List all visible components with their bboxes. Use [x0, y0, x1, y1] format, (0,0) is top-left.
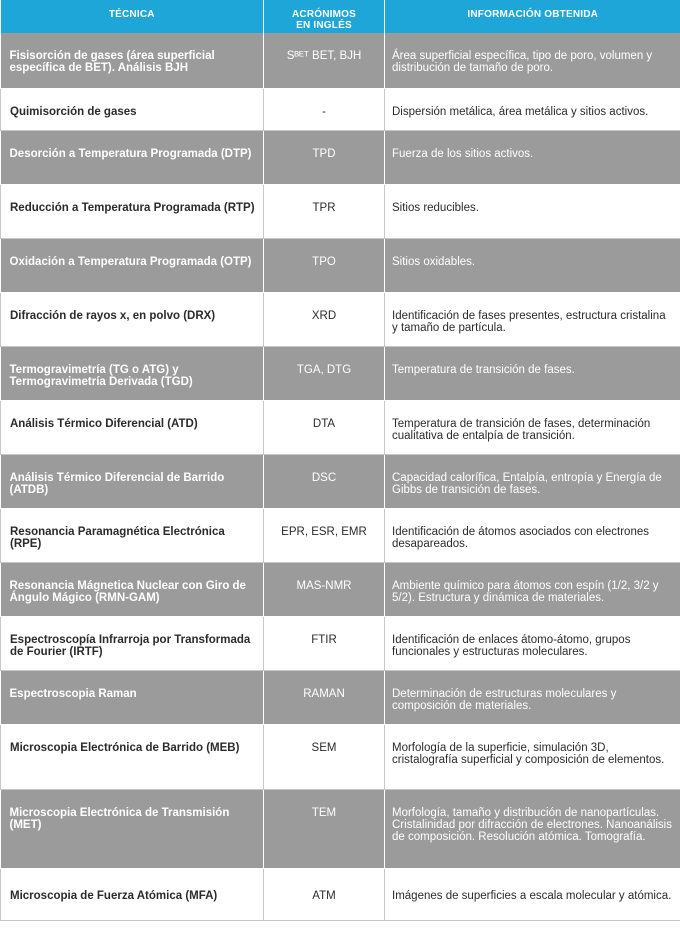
table-row — [1, 789, 680, 868]
technique-text: Oxidación a Temperatura Programada (OTP) — [9, 255, 252, 268]
technique-text: Fisisorción de gases (área superficial específica de BET). Análisis BJH — [9, 50, 215, 74]
info-text: Morfología de la superficie, simulación 3D, cristalografía superficial y composición de elementos. — [392, 741, 665, 766]
table-row — [1, 400, 680, 454]
technique-cell — [1, 724, 264, 789]
acronym-text: Sᴮᴱᵀ BET, BJH — [286, 50, 362, 62]
acronym-text: TPR — [312, 201, 336, 214]
acronym-cell — [264, 346, 385, 400]
technique-cell — [1, 670, 264, 724]
technique-cell — [1, 868, 264, 920]
table-row — [1, 346, 680, 400]
info-cell — [385, 238, 680, 292]
acronym-cell — [264, 670, 385, 724]
info-cell — [385, 130, 680, 184]
table-row — [1, 184, 680, 238]
acronym-text: ATM — [312, 889, 336, 902]
info-text: Identificación de átomos asociados con electrones desapareados. — [392, 525, 649, 550]
technique-cell — [1, 454, 264, 508]
acronym-cell — [264, 868, 385, 920]
info-cell — [385, 292, 680, 346]
table-row — [1, 238, 680, 292]
info-cell — [385, 346, 680, 400]
technique-text: Microscopia Electrónica de Transmisión (MET) — [9, 806, 230, 831]
acronym-text: DTA — [312, 417, 336, 430]
technique-cell — [1, 400, 264, 454]
technique-text: Microscopia de Fuerza Atómica (MFA) — [10, 889, 218, 902]
technique-text: Reducción a Temperatura Programada (RTP) — [10, 201, 255, 214]
acronym-cell — [264, 238, 385, 292]
technique-cell — [1, 88, 264, 130]
technique-text: Espectroscopia Raman — [9, 687, 137, 700]
info-cell — [385, 562, 680, 616]
info-text: Identificación de enlaces átomo-átomo, grupos funcionales y estructuras moleculares. — [392, 633, 631, 658]
info-text: Temperatura de transición de fases. — [392, 363, 575, 376]
acronym-text: FTIR — [311, 633, 337, 646]
acronym-text: EPR, ESR, EMR — [281, 525, 367, 538]
header-info: INFORMACIÓN OBTENIDA — [385, 0, 680, 33]
info-cell — [385, 508, 680, 562]
info-text: Capacidad calorífica, Entalpía, entropía y Energía de Gibbs de transición de fases. — [392, 471, 662, 496]
technique-cell — [1, 33, 264, 88]
header-row — [1, 0, 680, 33]
acronym-cell — [264, 130, 385, 184]
acronym-text: RAMAN — [303, 687, 345, 700]
info-cell — [385, 400, 680, 454]
info-cell — [385, 789, 680, 868]
acronym-text: DSC — [311, 471, 337, 484]
technique-text: Resonancia Paramagnética Electrónica (RPE) — [10, 525, 225, 550]
info-text: Sitios reducibles. — [392, 201, 479, 214]
info-cell — [385, 868, 680, 920]
acronym-text: - — [322, 105, 326, 118]
table-row — [1, 454, 680, 508]
technique-text: Difracción de rayos x, en polvo (DRX) — [10, 309, 216, 322]
info-cell — [385, 724, 680, 789]
info-text: Imágenes de superficies a escala molecular y atómica. — [392, 889, 672, 902]
technique-text: Análisis Térmico Diferencial de Barrido (ATDB) — [9, 471, 225, 496]
header-acronyms — [264, 0, 385, 33]
table-row — [1, 292, 680, 346]
acronym-text: TPD — [312, 147, 336, 160]
acronym-cell — [264, 454, 385, 508]
info-cell — [385, 454, 680, 508]
technique-text: Resonancia Mágnetica Nuclear con Giro de Ángulo Mágico (RMN-GAM) — [9, 579, 246, 604]
technique-text: Quimisorción de gases — [10, 105, 137, 118]
info-text: Determinación de estructuras moleculares y composición de materiales. — [392, 687, 617, 712]
info-cell — [385, 616, 680, 670]
technique-cell — [1, 238, 264, 292]
info-cell — [385, 33, 680, 88]
acronym-cell — [264, 616, 385, 670]
acronym-text: TEM — [311, 806, 337, 819]
acronym-text: TPO — [312, 255, 336, 268]
technique-text: Termogravimetría (TG o ATG) y Termogravimetría Derivada (TGD) — [9, 363, 193, 388]
info-cell — [385, 184, 680, 238]
acronym-cell — [264, 724, 385, 789]
acronym-cell — [264, 33, 385, 88]
info-text: Sitios oxidables. — [392, 255, 476, 268]
technique-cell — [1, 616, 264, 670]
table-row — [1, 88, 680, 130]
acronym-cell — [264, 400, 385, 454]
table-row — [1, 616, 680, 670]
acronym-text: SEM — [311, 741, 337, 754]
info-text: Área superficial específica, tipo de poro, volumen y distribución de tamaño de poro. — [392, 50, 653, 74]
info-text: Identificación de fases presentes, estructura cristalina y tamaño de partícula. — [392, 309, 666, 334]
header-acronyms-line1: ACRÓNIMOS — [291, 9, 357, 20]
info-cell — [385, 88, 680, 130]
technique-text: Desorción a Temperatura Programada (DTP) — [9, 147, 252, 160]
acronym-cell — [264, 292, 385, 346]
acronym-text: MAS-NMR — [296, 579, 352, 592]
table-row — [1, 33, 680, 88]
info-text: Morfología, tamaño y distribución de nanopartículas. Cristalinidad por difracción de electrones. Nanoanálisis de composición. Resolución atómica. Tomografía. — [392, 806, 672, 843]
technique-cell — [1, 184, 264, 238]
table-row — [1, 868, 680, 920]
technique-cell — [1, 508, 264, 562]
table-row — [1, 508, 680, 562]
header-technique: TÉCNICA — [1, 0, 264, 33]
technique-cell — [1, 789, 264, 868]
info-text: Ambiente químico para átomos con espín (1/2, 3/2 y 5/2). Estructura y dinámica de materiales. — [392, 579, 659, 604]
acronym-text: TGA, DTG — [296, 363, 352, 376]
technique-cell — [1, 292, 264, 346]
technique-text: Microscopia Electrónica de Barrido (MEB) — [10, 741, 240, 754]
table-row — [1, 670, 680, 724]
technique-cell — [1, 562, 264, 616]
info-cell — [385, 670, 680, 724]
technique-text: Espectroscopía Infrarroja por Transformada de Fourier (IRTF) — [10, 633, 251, 658]
table-row — [1, 724, 680, 789]
technique-cell — [1, 346, 264, 400]
acronym-cell — [264, 562, 385, 616]
technique-cell — [1, 130, 264, 184]
table-row — [1, 130, 680, 184]
info-text: Dispersión metálica, área metálica y sitios activos. — [392, 105, 649, 118]
acronym-text: XRD — [311, 309, 337, 322]
technique-text: Análisis Térmico Diferencial (ATD) — [10, 417, 198, 430]
table-row — [1, 562, 680, 616]
acronym-cell — [264, 88, 385, 130]
info-text: Fuerza de los sitios activos. — [392, 147, 534, 160]
acronym-cell — [264, 184, 385, 238]
info-text: Temperatura de transición de fases, determinación cualitativa de entalpía de transición. — [392, 417, 651, 442]
header-acronyms-line2: EN INGLÉS — [296, 20, 352, 31]
acronym-cell — [264, 789, 385, 868]
acronym-cell — [264, 508, 385, 562]
